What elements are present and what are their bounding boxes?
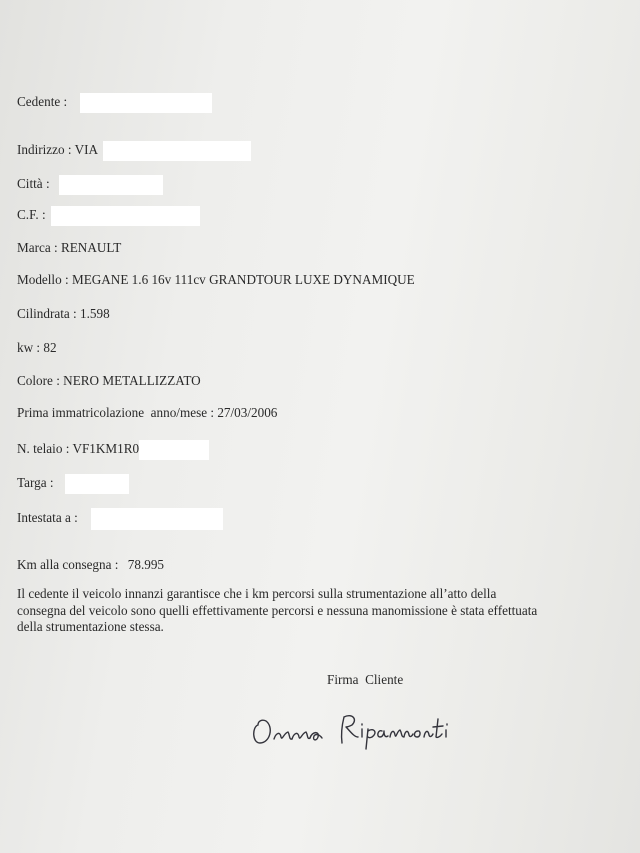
signature-label: Firma Cliente: [327, 672, 404, 687]
field-cedente: Cedente :: [17, 93, 212, 113]
field-label: Intestata a: [17, 510, 71, 526]
field-label: Cedente: [17, 94, 61, 110]
redaction-box: [65, 474, 129, 494]
field-label: Colore: [17, 373, 53, 388]
signature-text: Onna Ripamonti: [248, 754, 255, 755]
field-citta: Città :: [17, 175, 163, 195]
field-label: C.F.: [17, 207, 39, 223]
field-targa: Targa :: [17, 474, 129, 494]
field-label: Città: [17, 176, 43, 192]
field-value: 1.598: [80, 306, 110, 321]
field-label: Km alla consegna: [17, 557, 112, 572]
field-telaio: N. telaio : VF1KM1R0: [17, 440, 209, 460]
field-label: Targa: [17, 475, 47, 491]
field-label: kw: [17, 340, 34, 355]
field-value: NERO METALLIZZATO: [63, 373, 201, 388]
field-cilindrata: Cilindrata : 1.598: [17, 306, 110, 321]
field-value: RENAULT: [60, 240, 122, 255]
guarantee-statement: [17, 586, 607, 636]
field-value: 27/03/2006: [217, 405, 278, 420]
redaction-box: [103, 141, 251, 161]
field-kw: kw : 82: [17, 340, 57, 355]
field-value: 78.995: [127, 557, 165, 572]
field-label: Modello: [17, 272, 62, 287]
field-colore: Colore : NERO METALLIZZATO: [17, 373, 201, 388]
field-marca: Marca : RENAULT: [17, 240, 122, 255]
statement-line: della strumentazione stessa.: [17, 619, 164, 634]
handwritten-signature: [248, 705, 458, 755]
field-indirizzo: Indirizzo : VIA: [17, 141, 251, 161]
redaction-box: [80, 93, 212, 113]
field-label: Marca: [17, 240, 51, 255]
field-intestata: Intestata a :: [17, 508, 223, 530]
field-label: Cilindrata: [17, 306, 70, 321]
field-label: Indirizzo: [17, 142, 65, 158]
field-modello: Modello : MEGANE 1.6 16v 111cv GRANDTOUR LUXE DYNAMIQUE: [17, 272, 415, 287]
field-label: Prima immatricolazione anno/mese: [17, 405, 208, 420]
statement-line: Il cedente il veicolo innanzi garantisce che i km percorsi sulla strumentazione all’atto della: [17, 586, 497, 601]
field-value: MEGANE 1.6 16v 111cv GRANDTOUR LUXE DYNAMIQUE: [71, 272, 415, 287]
statement-line: consegna del veicolo sono quelli effettivamente percorsi e nessuna manomissione è stata effettuata: [17, 602, 538, 618]
field-value: VIA: [74, 142, 98, 158]
redaction-box: [139, 440, 209, 460]
redaction-box: [59, 175, 163, 195]
redaction-box: [91, 508, 223, 530]
field-km-consegna: Km alla consegna : 78.995: [17, 557, 165, 572]
field-value: 82: [43, 340, 57, 355]
field-cf: C.F. :: [17, 206, 200, 226]
field-label: N. telaio: [17, 441, 63, 457]
field-value: VF1KM1R0: [72, 441, 140, 457]
field-prima-immatricolazione: Prima immatricolazione anno/mese : 27/03/2006: [17, 405, 278, 420]
redaction-box: [51, 206, 200, 226]
